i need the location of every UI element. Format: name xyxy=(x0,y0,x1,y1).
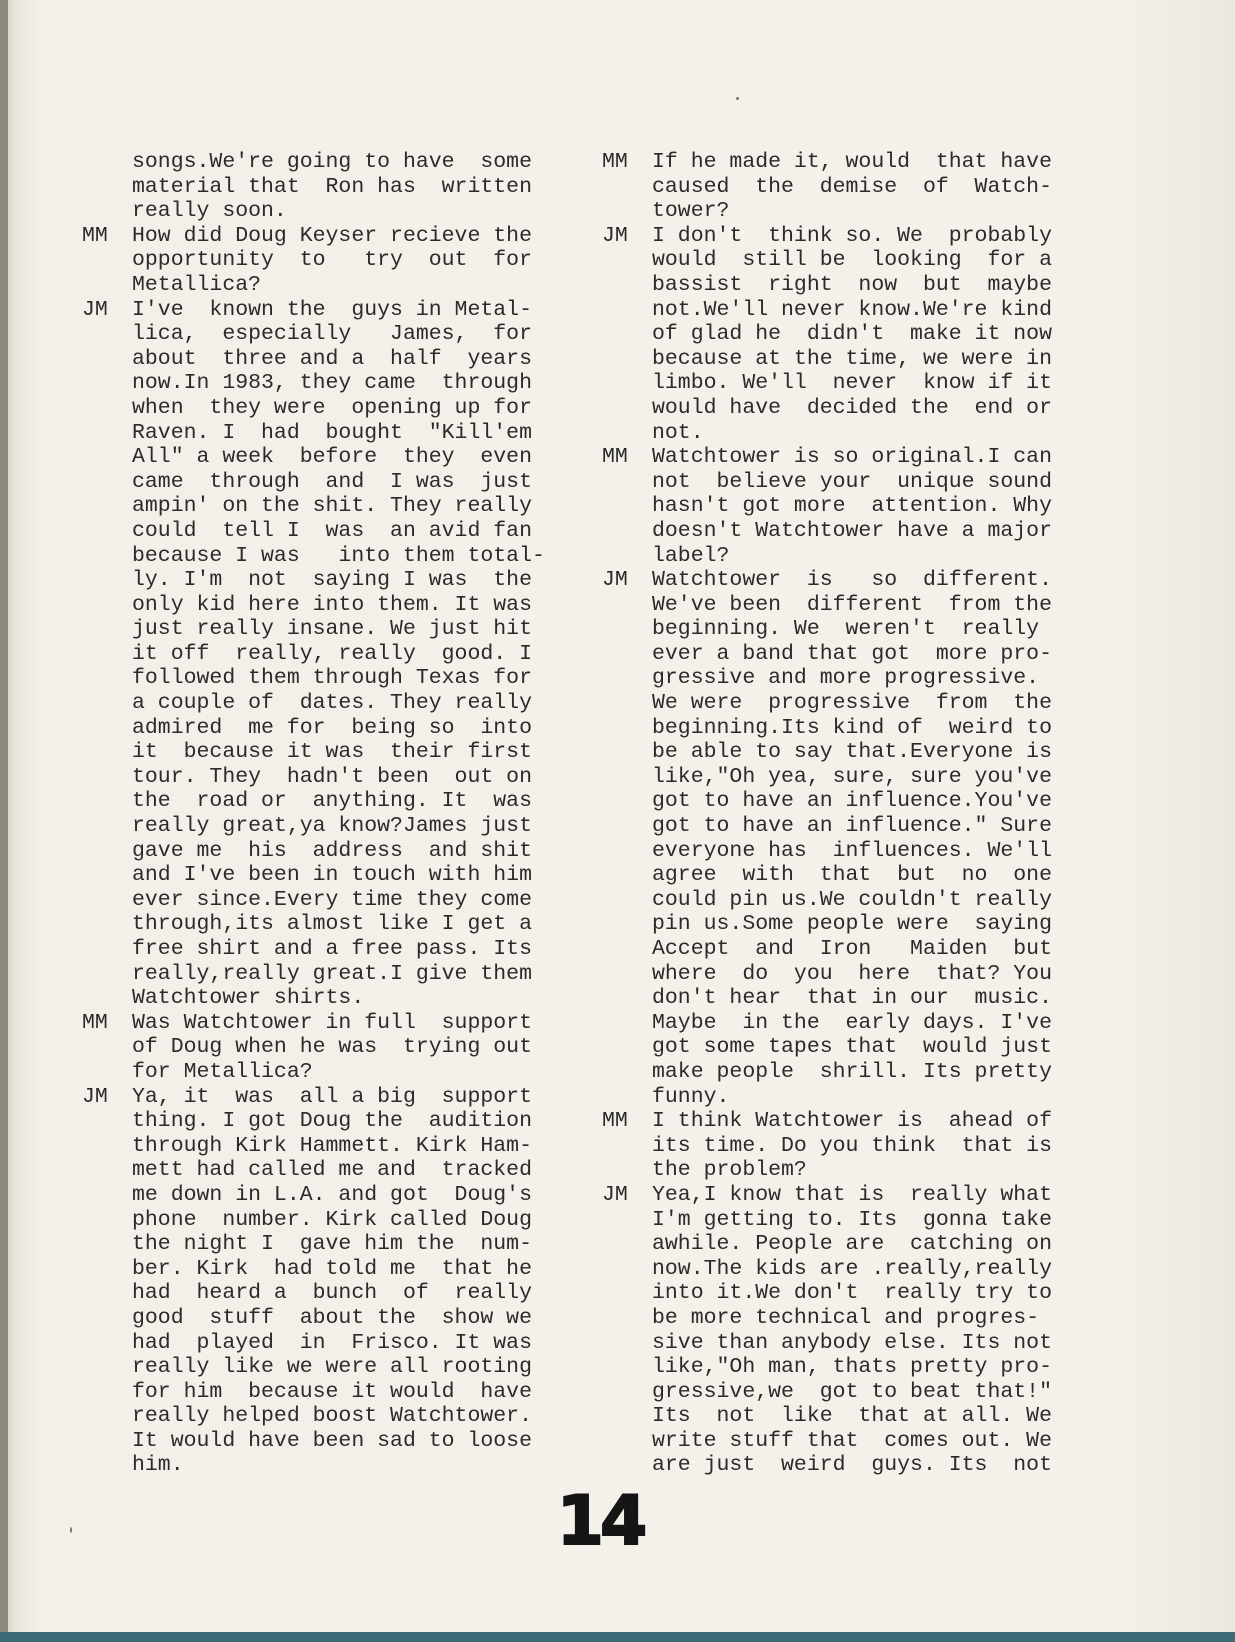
line-text: and I've been in touch with him xyxy=(132,863,532,888)
text-line xyxy=(602,470,1122,495)
line-text: ampin' on the shit. They really xyxy=(132,494,532,519)
line-text: Raven. I had bought "Kill'em xyxy=(132,420,532,445)
line-text: got to have an influence.You've xyxy=(652,789,1052,814)
line-text: don't hear that in our music. xyxy=(652,986,1052,1011)
line-text: about three and a half years xyxy=(132,346,532,371)
text-line xyxy=(602,519,1122,544)
text-line xyxy=(82,617,632,642)
line-text: gave me his address and shit xyxy=(132,838,532,863)
line-text: only kid here into them. It was xyxy=(132,592,532,617)
text-line xyxy=(602,1134,1122,1159)
line-text: him. xyxy=(132,1453,184,1478)
line-text: I think Watchtower is ahead of xyxy=(652,1109,1052,1134)
text-line xyxy=(602,1306,1122,1331)
line-text: Maybe in the early days. I've xyxy=(652,1010,1052,1035)
line-text: material that Ron has written xyxy=(132,174,532,199)
text-line xyxy=(602,765,1122,790)
line-text: write stuff that comes out. We xyxy=(652,1428,1052,1453)
line-text: Watchtower shirts. xyxy=(132,986,365,1011)
line-text: into it.We don't really try to xyxy=(652,1281,1052,1306)
line-text: be more technical and progres- xyxy=(652,1305,1040,1330)
line-text: it off really, really good. I xyxy=(132,641,532,666)
text-line xyxy=(602,666,1122,691)
line-text: tour. They hadn't been out on xyxy=(132,764,532,789)
line-text: All" a week before they even xyxy=(132,445,532,470)
line-text: free shirt and a free pass. Its xyxy=(132,937,532,961)
text-line xyxy=(82,199,632,224)
line-text: good stuff about the show we xyxy=(132,1305,532,1330)
text-line xyxy=(82,470,632,495)
text-line xyxy=(602,421,1122,446)
text-line xyxy=(82,716,632,741)
line-text: got some tapes that would just xyxy=(652,1035,1052,1060)
text-line xyxy=(82,224,632,249)
line-text: ly. I'm not saying I was the xyxy=(132,568,532,593)
line-text: its time. Do you think that is xyxy=(652,1133,1052,1158)
line-text: Its not like that at all. We xyxy=(652,1404,1052,1429)
text-line xyxy=(82,691,632,716)
line-text: of Doug when he was trying out xyxy=(132,1035,532,1060)
line-text: bassist right now but maybe xyxy=(652,272,1052,297)
line-text: admired me for being so into xyxy=(132,715,532,740)
line-text: would still be looking for a xyxy=(652,248,1052,273)
text-line xyxy=(82,1355,632,1380)
line-text: had played in Frisco. It was xyxy=(132,1330,532,1355)
text-line xyxy=(602,1429,1122,1454)
speaker-label: JM xyxy=(602,568,628,593)
text-line xyxy=(602,740,1122,765)
line-text: of glad he didn't make it now xyxy=(652,322,1052,347)
text-line xyxy=(82,1257,632,1282)
line-text: a couple of dates. They really xyxy=(132,691,532,716)
line-text: would have decided the end or xyxy=(652,395,1052,420)
text-line xyxy=(602,322,1122,347)
text-line xyxy=(602,1380,1122,1405)
line-text: where do you here that? You xyxy=(652,961,1052,986)
text-line xyxy=(82,1134,632,1159)
text-line xyxy=(602,568,1122,593)
line-text: I've known the guys in Metal- xyxy=(132,297,532,322)
text-line xyxy=(82,937,632,962)
text-line xyxy=(82,1453,632,1478)
text-line xyxy=(602,593,1122,618)
text-line xyxy=(82,445,632,470)
text-line xyxy=(602,716,1122,741)
text-line xyxy=(602,1232,1122,1257)
line-text: pin us.Some people were saying xyxy=(652,912,1052,937)
text-line xyxy=(82,1380,632,1405)
text-line xyxy=(82,1232,632,1257)
line-text: like,"Oh man, thats pretty pro- xyxy=(652,1355,1052,1380)
line-text: Ya, it was all a big support xyxy=(132,1084,532,1109)
text-line xyxy=(82,1306,632,1331)
line-text: really great,ya know?James just xyxy=(132,814,532,839)
line-text: not.We'll never know.We're kind xyxy=(652,297,1052,322)
line-text: the road or anything. It was xyxy=(132,789,532,814)
text-line xyxy=(82,544,632,569)
text-line xyxy=(602,888,1122,913)
text-line xyxy=(82,421,632,446)
page-number: 14 xyxy=(556,1482,644,1561)
speaker-label: MM xyxy=(82,223,108,248)
line-text: awhile. People are catching on xyxy=(652,1232,1052,1257)
text-line xyxy=(602,691,1122,716)
page-spine-shadow xyxy=(0,0,8,1642)
text-line xyxy=(602,617,1122,642)
line-text: now.The kids are .really,really xyxy=(652,1256,1052,1281)
line-text: gressive,we got to beat that!" xyxy=(652,1379,1052,1404)
line-text: could tell I was an avid fan xyxy=(132,518,532,543)
line-text: for him because it would have xyxy=(132,1379,532,1404)
text-line xyxy=(602,1085,1122,1110)
text-line xyxy=(82,1158,632,1183)
line-text: Was Watchtower in full support xyxy=(132,1010,532,1035)
text-line xyxy=(82,1208,632,1233)
speaker-label: JM xyxy=(82,1084,108,1109)
text-line xyxy=(602,1257,1122,1282)
text-line xyxy=(82,1429,632,1454)
text-line xyxy=(82,396,632,421)
paper-speck xyxy=(736,97,739,100)
line-text: it because it was their first xyxy=(132,740,532,765)
text-line xyxy=(82,322,632,347)
text-line xyxy=(602,1158,1122,1183)
text-line xyxy=(82,1404,632,1429)
text-line xyxy=(82,371,632,396)
line-text: through,its almost like I get a xyxy=(132,912,532,937)
text-line xyxy=(602,1060,1122,1085)
line-text: just really insane. We just hit xyxy=(132,617,532,642)
line-text: because at the time, we were in xyxy=(652,346,1052,371)
text-line xyxy=(602,1035,1122,1060)
line-text: ber. Kirk had told me that he xyxy=(132,1256,532,1281)
speaker-label: MM xyxy=(602,150,628,174)
line-text: like,"Oh yea, sure, sure you've xyxy=(652,764,1052,789)
line-text: ever since.Every time they come xyxy=(132,887,532,912)
line-text: not believe your unique sound xyxy=(652,469,1052,494)
text-line xyxy=(602,494,1122,519)
speaker-label: JM xyxy=(602,1182,628,1207)
text-line xyxy=(82,814,632,839)
text-line xyxy=(602,371,1122,396)
speaker-label: MM xyxy=(602,445,628,470)
line-text: songs.We're going to have some xyxy=(132,150,532,174)
text-line xyxy=(602,642,1122,667)
text-line xyxy=(82,1109,632,1134)
text-line xyxy=(602,789,1122,814)
text-line xyxy=(602,1355,1122,1380)
line-text: really helped boost Watchtower. xyxy=(132,1404,532,1429)
line-text: when they were opening up for xyxy=(132,395,532,420)
text-line xyxy=(602,199,1122,224)
text-line xyxy=(82,962,632,987)
text-line xyxy=(82,494,632,519)
line-text: could pin us.We couldn't really xyxy=(652,887,1052,912)
line-text: make people shrill. Its pretty xyxy=(652,1059,1052,1084)
line-text: through Kirk Hammett. Kirk Ham- xyxy=(132,1133,532,1158)
text-line xyxy=(602,912,1122,937)
line-text: because I was into them total- xyxy=(132,543,545,568)
text-line xyxy=(602,544,1122,569)
line-text: really soon. xyxy=(132,199,287,224)
line-text: phone number. Kirk called Doug xyxy=(132,1207,532,1232)
line-text: really,really great.I give them xyxy=(132,961,532,986)
text-line xyxy=(602,863,1122,888)
speaker-label: MM xyxy=(602,1109,628,1134)
text-line xyxy=(82,863,632,888)
text-line xyxy=(602,175,1122,200)
text-line xyxy=(82,298,632,323)
line-text: label? xyxy=(652,543,730,568)
line-text: We were progressive from the xyxy=(652,691,1052,716)
text-line xyxy=(82,248,632,273)
text-line xyxy=(602,839,1122,864)
line-text: had heard a bunch of really xyxy=(132,1281,532,1306)
line-text: the problem? xyxy=(652,1158,807,1183)
text-line xyxy=(82,347,632,372)
text-line xyxy=(602,1109,1122,1134)
text-line xyxy=(82,1060,632,1085)
text-line xyxy=(82,273,632,298)
line-text: the night I gave him the num- xyxy=(132,1232,532,1257)
text-line xyxy=(602,814,1122,839)
line-text: me down in L.A. and got Doug's xyxy=(132,1182,532,1207)
text-line xyxy=(602,1183,1122,1208)
line-text: really like we were all rooting xyxy=(132,1355,532,1380)
line-text: beginning.Its kind of weird to xyxy=(652,715,1052,740)
line-text: How did Doug Keyser recieve the xyxy=(132,223,532,248)
right-column xyxy=(602,150,1122,1478)
text-line xyxy=(82,175,632,200)
line-text: agree with that but no one xyxy=(652,863,1052,888)
line-text: got to have an influence." Sure xyxy=(652,814,1052,839)
text-line xyxy=(602,962,1122,987)
text-line xyxy=(82,593,632,618)
text-line xyxy=(602,1453,1122,1478)
line-text: We've been different from the xyxy=(652,592,1052,617)
line-text: Metallica? xyxy=(132,272,262,297)
line-text: ever a band that got more pro- xyxy=(652,641,1052,666)
text-line xyxy=(602,445,1122,470)
line-text: are just weird guys. Its not xyxy=(652,1453,1052,1478)
line-text: tower? xyxy=(652,199,730,224)
line-text: lica, especially James, for xyxy=(132,322,532,347)
line-text: Accept and Iron Maiden but xyxy=(652,937,1052,961)
text-line xyxy=(82,765,632,790)
line-text: I'm getting to. Its gonna take xyxy=(652,1207,1052,1232)
text-line xyxy=(82,568,632,593)
text-line xyxy=(602,150,1122,175)
line-text: thing. I got Doug the audition xyxy=(132,1109,532,1134)
line-text: Watchtower is so different. xyxy=(652,568,1052,593)
text-line xyxy=(82,1331,632,1356)
text-line xyxy=(82,1085,632,1110)
line-text: not. xyxy=(652,420,704,445)
scan-edge-bar xyxy=(0,1632,1235,1642)
line-text: beginning. We weren't really xyxy=(652,617,1040,642)
text-line xyxy=(82,839,632,864)
text-line xyxy=(602,986,1122,1011)
line-text: opportunity to try out for xyxy=(132,248,532,273)
text-line xyxy=(602,347,1122,372)
text-line xyxy=(82,642,632,667)
line-text: everyone has influences. We'll xyxy=(652,838,1052,863)
text-line xyxy=(602,224,1122,249)
line-text: Yea,I know that is really what xyxy=(652,1182,1052,1207)
line-text: funny. xyxy=(652,1084,730,1109)
line-text: be able to say that.Everyone is xyxy=(652,740,1052,765)
speaker-label: MM xyxy=(82,1010,108,1035)
text-line xyxy=(82,150,632,175)
text-line xyxy=(82,888,632,913)
text-line xyxy=(602,1331,1122,1356)
line-text: sive than anybody else. Its not xyxy=(652,1330,1052,1355)
line-text: If he made it, would that have xyxy=(652,150,1052,174)
text-line xyxy=(82,789,632,814)
text-line xyxy=(82,666,632,691)
text-line xyxy=(602,1404,1122,1429)
text-line xyxy=(602,1011,1122,1036)
line-text: limbo. We'll never know if it xyxy=(652,371,1052,396)
text-line xyxy=(602,298,1122,323)
line-text: I don't think so. We probably xyxy=(652,223,1052,248)
text-line xyxy=(602,1281,1122,1306)
text-line xyxy=(82,912,632,937)
text-line xyxy=(602,937,1122,962)
line-text: doesn't Watchtower have a major xyxy=(652,518,1052,543)
line-text: mett had called me and tracked xyxy=(132,1158,532,1183)
line-text: gressive and more progressive. xyxy=(652,666,1040,691)
text-line xyxy=(602,273,1122,298)
text-line xyxy=(82,1281,632,1306)
text-line xyxy=(602,1208,1122,1233)
paper-speck xyxy=(70,1527,72,1533)
line-text: followed them through Texas for xyxy=(132,666,532,691)
text-line xyxy=(82,519,632,544)
line-text: now.In 1983, they came through xyxy=(132,371,532,396)
text-line xyxy=(602,248,1122,273)
line-text: came through and I was just xyxy=(132,469,532,494)
text-line xyxy=(82,1183,632,1208)
line-text: Watchtower is so original.I can xyxy=(652,445,1052,470)
speaker-label: JM xyxy=(602,223,628,248)
text-line xyxy=(602,396,1122,421)
line-text: caused the demise of Watch- xyxy=(652,174,1052,199)
left-column xyxy=(82,150,632,1478)
speaker-label: JM xyxy=(82,297,108,322)
line-text: hasn't got more attention. Why xyxy=(652,494,1052,519)
text-line xyxy=(82,1011,632,1036)
text-line xyxy=(82,1035,632,1060)
text-line xyxy=(82,740,632,765)
line-text: for Metallica? xyxy=(132,1059,313,1084)
line-text: It would have been sad to loose xyxy=(132,1428,532,1453)
text-line xyxy=(82,986,632,1011)
